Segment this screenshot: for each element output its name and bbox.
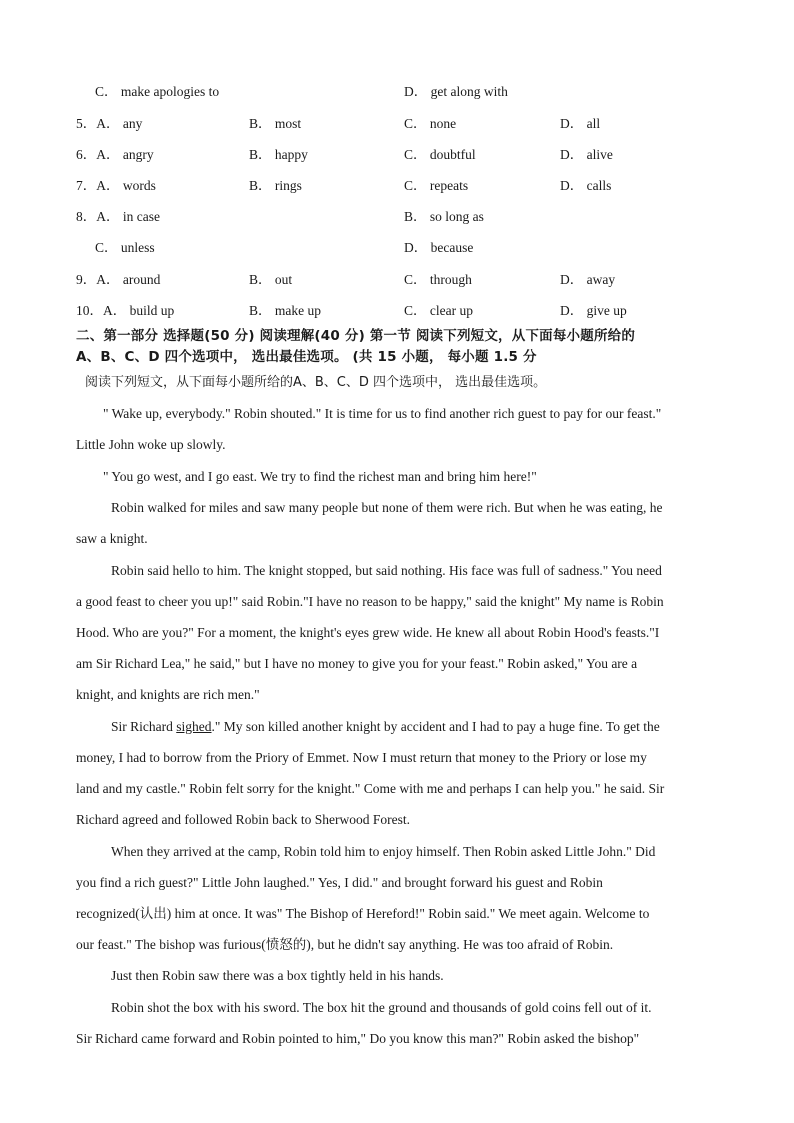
passage-line <box>111 718 660 736</box>
option-8b: B． so long as <box>404 209 484 224</box>
option-9a: 9．A． around <box>76 272 161 287</box>
option-5a: 5．A． any <box>76 116 143 131</box>
option-10a: 10．A． build up <box>76 303 175 318</box>
section-heading-line1: 二、第一部分 选择题(50 分) 阅读理解(40 分) 第一节 阅读下列短文，从下面每小题所给的 <box>76 328 636 344</box>
option-6c: C． doubtful <box>404 147 476 162</box>
passage-line: am Sir Richard Lea," he said," but I have no money to give you for your feast." Robin asked," You are a <box>76 656 638 671</box>
passage-line: you find a rich guest?" Little John laughed." Yes, I did." and brought forward his guest and Robin <box>76 875 603 890</box>
option-10c: C． clear up <box>404 303 473 318</box>
option-8c: C． unless <box>95 240 155 255</box>
section-instruction: 阅读下列短文，从下面每小题所给的A、B、C、D 四个选项中， 选出最佳选项。 <box>85 375 547 390</box>
passage-line: Hood. Who are you?" For a moment, the knight's eyes grew wide. He knew all about Robin Hood's feasts."I <box>76 625 660 640</box>
passage-line: money, I had to borrow from the Priory of Emmet. Now I must return that money to the Priory or lose my <box>76 750 647 765</box>
passage-line: Robin shot the box with his sword. The box hit the ground and thousands of gold coins fell out of it. <box>111 1000 652 1015</box>
passage-line: Richard agreed and followed Robin back to Sherwood Forest. <box>76 812 411 827</box>
passage-line: " Wake up, everybody." Robin shouted." It is time for us to find another rich guest to pay for our feast." <box>103 406 662 421</box>
option-6a: 6．A． angry <box>76 147 154 162</box>
passage-line: land and my castle." Robin felt sorry for the knight." Come with me and perhaps I can help you." he said. Sir <box>76 781 665 796</box>
option-10d: D． give up <box>560 303 627 318</box>
passage-line: " You go west, and I go east. We try to find the richest man and bring him here!" <box>103 469 537 484</box>
passage-line: Robin said hello to him. The knight stopped, but said nothing. His face was full of sadness." You need <box>111 563 662 578</box>
passage-line: Just then Robin saw there was a box tightly held in his hands. <box>111 968 444 983</box>
passage-text: ." My son killed another knight by accident and I had to pay a huge fine. To get the <box>211 719 660 734</box>
options-row-6 <box>0 146 794 166</box>
passage-line: When they arrived at the camp, Robin told him to enjoy himself. Then Robin asked Little John." Did <box>111 844 656 859</box>
section-heading-line2: A、B、C、D 四个选项中， 选出最佳选项。 (共 15 小题， 每小题 1.5 分 <box>76 349 537 365</box>
option-7b: B． rings <box>249 178 302 193</box>
option-4d: D． get along with <box>404 84 508 99</box>
passage-line: saw a knight. <box>76 531 148 546</box>
option-9c: C． through <box>404 272 472 287</box>
option-5c: C． none <box>404 116 457 131</box>
options-row-4 <box>0 83 794 103</box>
options-row-7 <box>0 177 794 197</box>
passage-line: a good feast to cheer you up!" said Robin."I have no reason to be happy," said the knight" My name is Robin <box>76 594 664 609</box>
options-row-10 <box>0 302 794 322</box>
passage-line: Little John woke up slowly. <box>76 437 226 452</box>
passage-line: recognized(认出) him at once. It was" The Bishop of Hereford!" Robin said." We meet again. Welcome to <box>76 906 650 921</box>
option-7a: 7．A． words <box>76 178 156 193</box>
options-row-8a <box>0 208 794 228</box>
option-5d: D． all <box>560 116 601 131</box>
option-6d: D． alive <box>560 147 613 162</box>
passage-text: Sir Richard <box>111 719 177 734</box>
option-7d: D． calls <box>560 178 612 193</box>
option-9d: D． away <box>560 272 616 287</box>
passage-line: Robin walked for miles and saw many people but none of them were rich. But when he was eating, he <box>111 500 663 515</box>
option-10b: B． make up <box>249 303 321 318</box>
option-7c: C． repeats <box>404 178 469 193</box>
passage-line: our feast." The bishop was furious(愤怒的), but he didn't say anything. He was too afraid of Robin. <box>76 937 614 952</box>
underlined-word-sighed: sighed <box>176 719 212 734</box>
options-row-5 <box>0 115 794 135</box>
option-4c: C． make apologies to <box>95 84 220 99</box>
option-6b: B． happy <box>249 147 308 162</box>
options-row-8b <box>0 239 794 259</box>
passage-line: Sir Richard came forward and Robin pointed to him," Do you know this man?" Robin asked the bishop" <box>76 1031 640 1046</box>
options-row-9 <box>0 271 794 291</box>
option-9b: B． out <box>249 272 293 287</box>
option-8a: 8．A． in case <box>76 209 160 224</box>
option-5b: B． most <box>249 116 302 131</box>
passage-line: knight, and knights are rich men." <box>76 687 260 702</box>
option-8d: D． because <box>404 240 474 255</box>
